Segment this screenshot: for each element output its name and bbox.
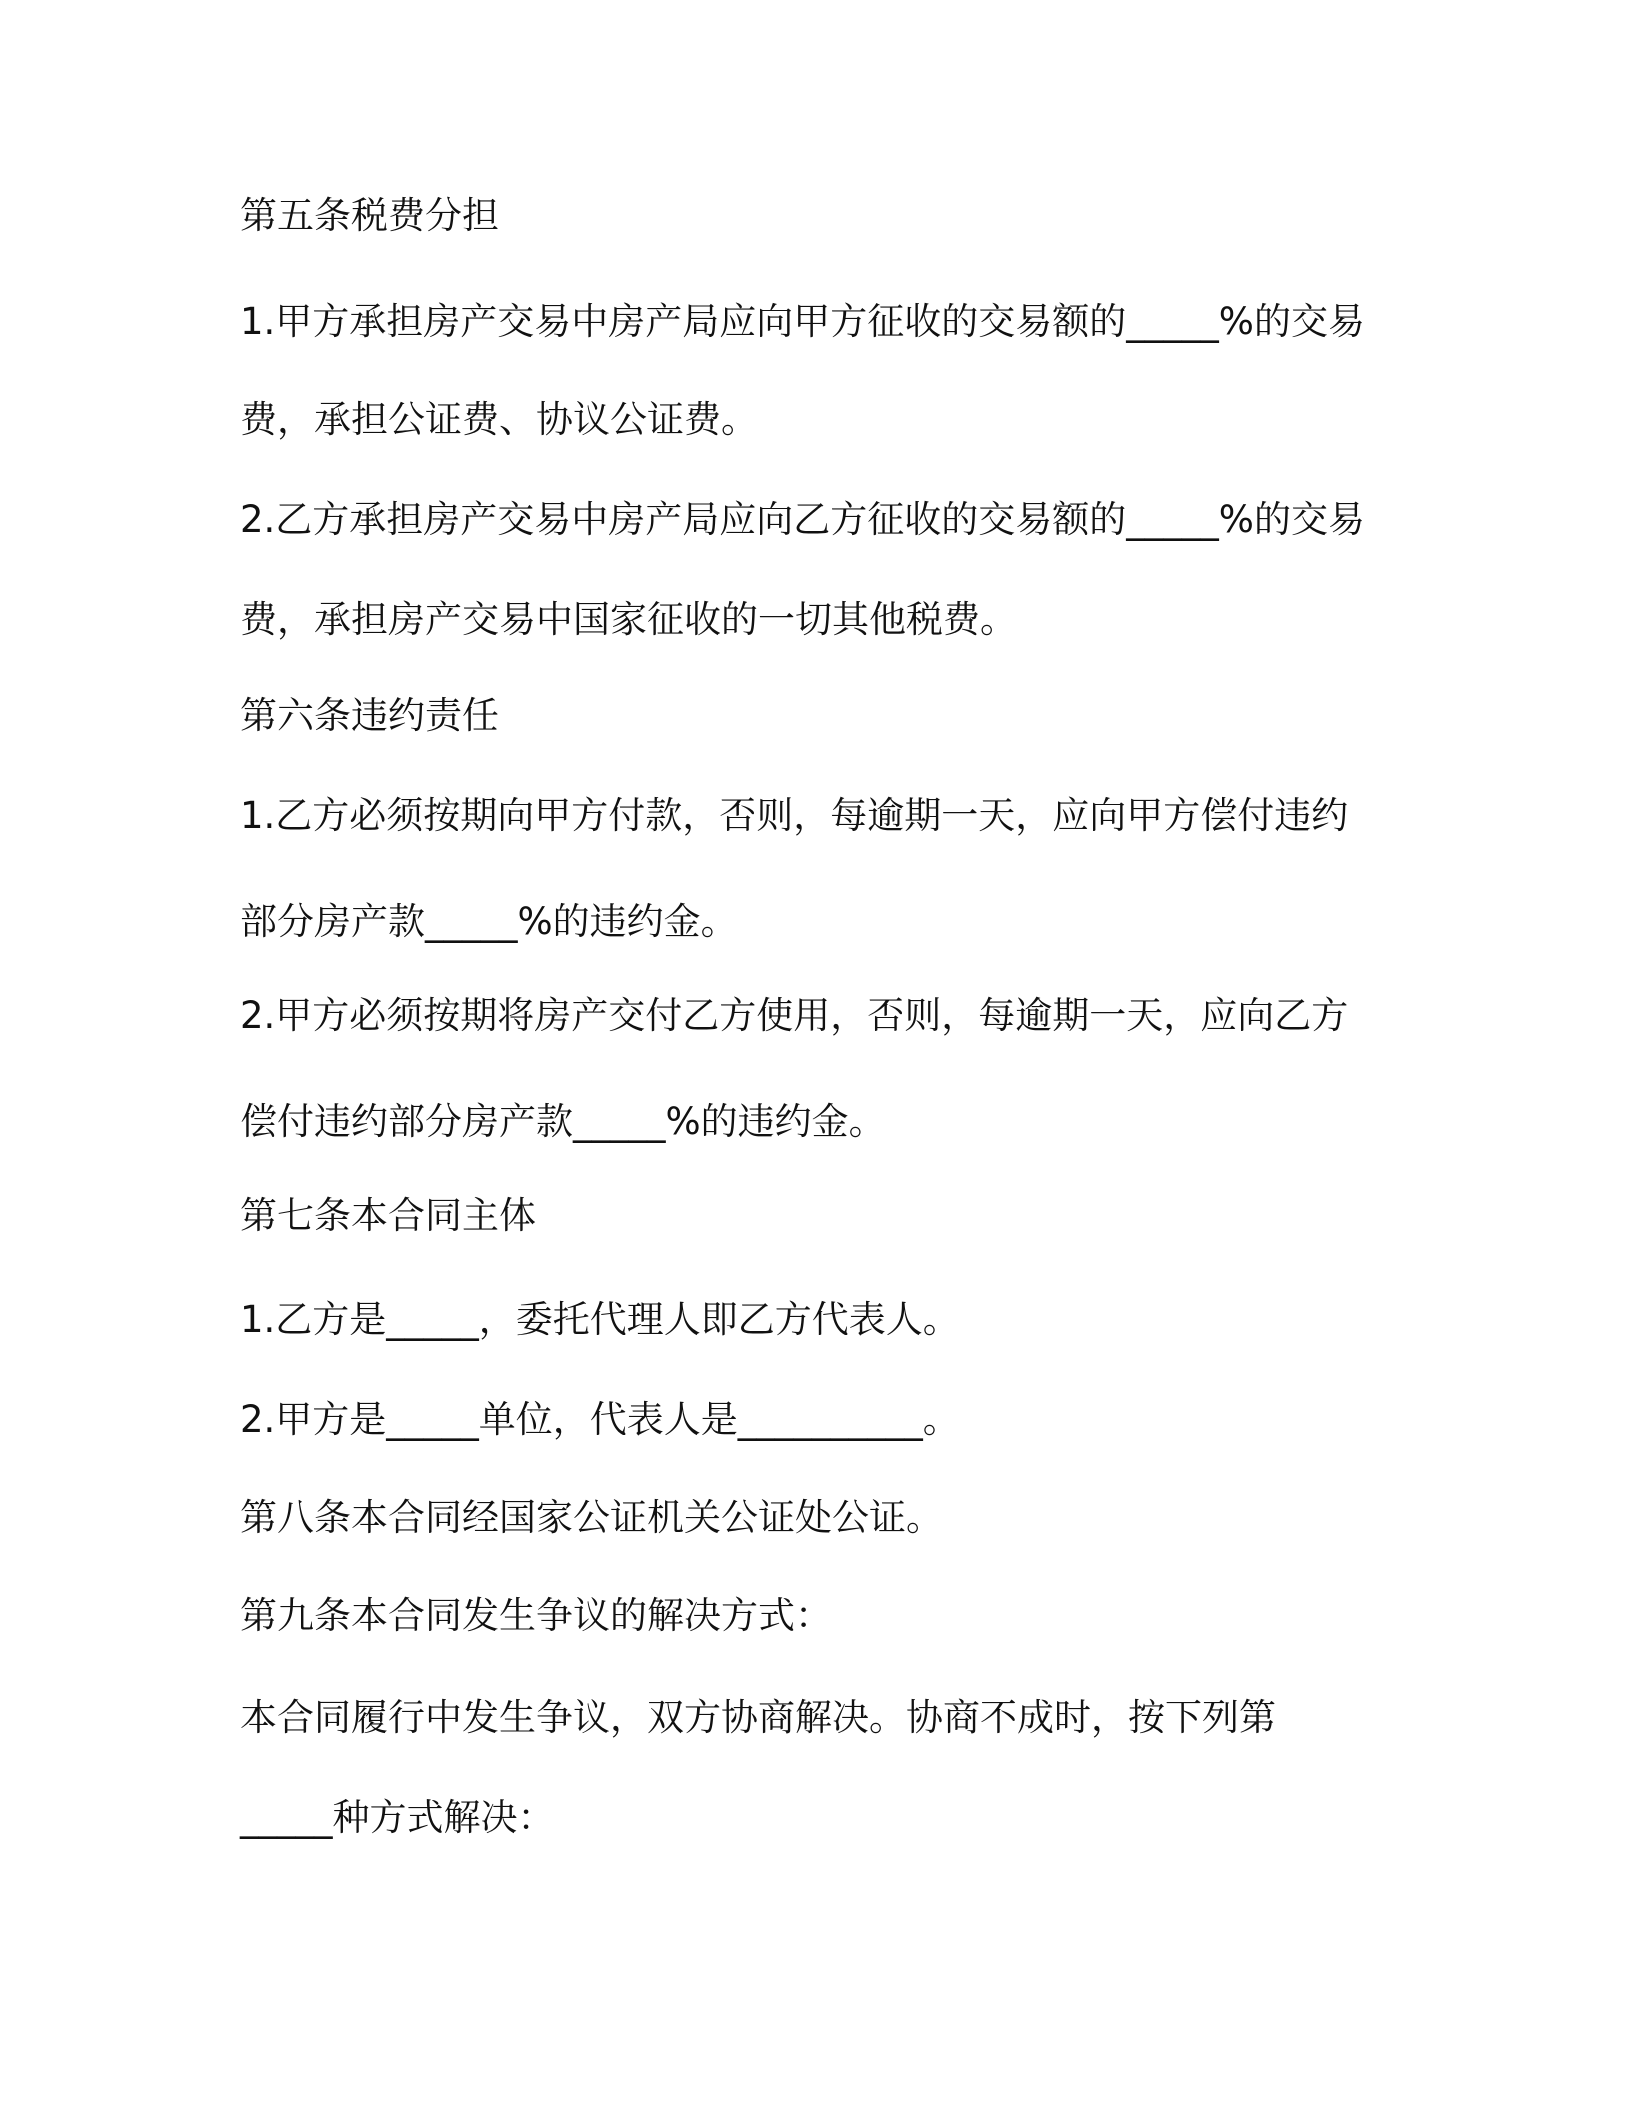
article-6-clause-2-line-1: 2.甲方必须按期将房产交付乙方使用，否则，每逾期一天，应向乙方 <box>240 994 1349 1037</box>
article-5-heading: 第五条税费分担 <box>240 194 499 237</box>
article-7-clause-1: 1.乙方是_____，委托代理人即乙方代表人。 <box>240 1298 960 1341</box>
article-9-body-line-1: 本合同履行中发生争议，双方协商解决。协商不成时，按下列第 <box>240 1696 1276 1739</box>
article-8-heading: 第八条本合同经国家公证机关公证处公证。 <box>240 1496 943 1539</box>
article-5-clause-2-line-2: 费，承担房产交易中国家征收的一切其他税费。 <box>240 598 1017 641</box>
article-5-clause-1-line-2: 费，承担公证费、协议公证费。 <box>240 398 758 441</box>
article-9-heading: 第九条本合同发生争议的解决方式： <box>240 1594 832 1637</box>
article-6-clause-1-line-1: 1.乙方必须按期向甲方付款，否则，每逾期一天，应向甲方偿付违约 <box>240 794 1349 837</box>
article-7-heading: 第七条本合同主体 <box>240 1194 536 1237</box>
article-5-clause-1-line-1: 1.甲方承担房产交易中房产局应向甲方征收的交易额的_____%的交易 <box>240 300 1365 343</box>
article-6-clause-2-line-2: 偿付违约部分房产款_____%的违约金。 <box>240 1100 886 1143</box>
article-9-body-line-2: _____种方式解决： <box>240 1796 555 1839</box>
article-5-clause-2-line-1: 2.乙方承担房产交易中房产局应向乙方征收的交易额的_____%的交易 <box>240 498 1365 541</box>
article-6-clause-1-line-2: 部分房产款_____%的违约金。 <box>240 900 738 943</box>
article-6-heading: 第六条违约责任 <box>240 694 499 737</box>
article-7-clause-2: 2.甲方是_____单位，代表人是__________。 <box>240 1398 960 1441</box>
